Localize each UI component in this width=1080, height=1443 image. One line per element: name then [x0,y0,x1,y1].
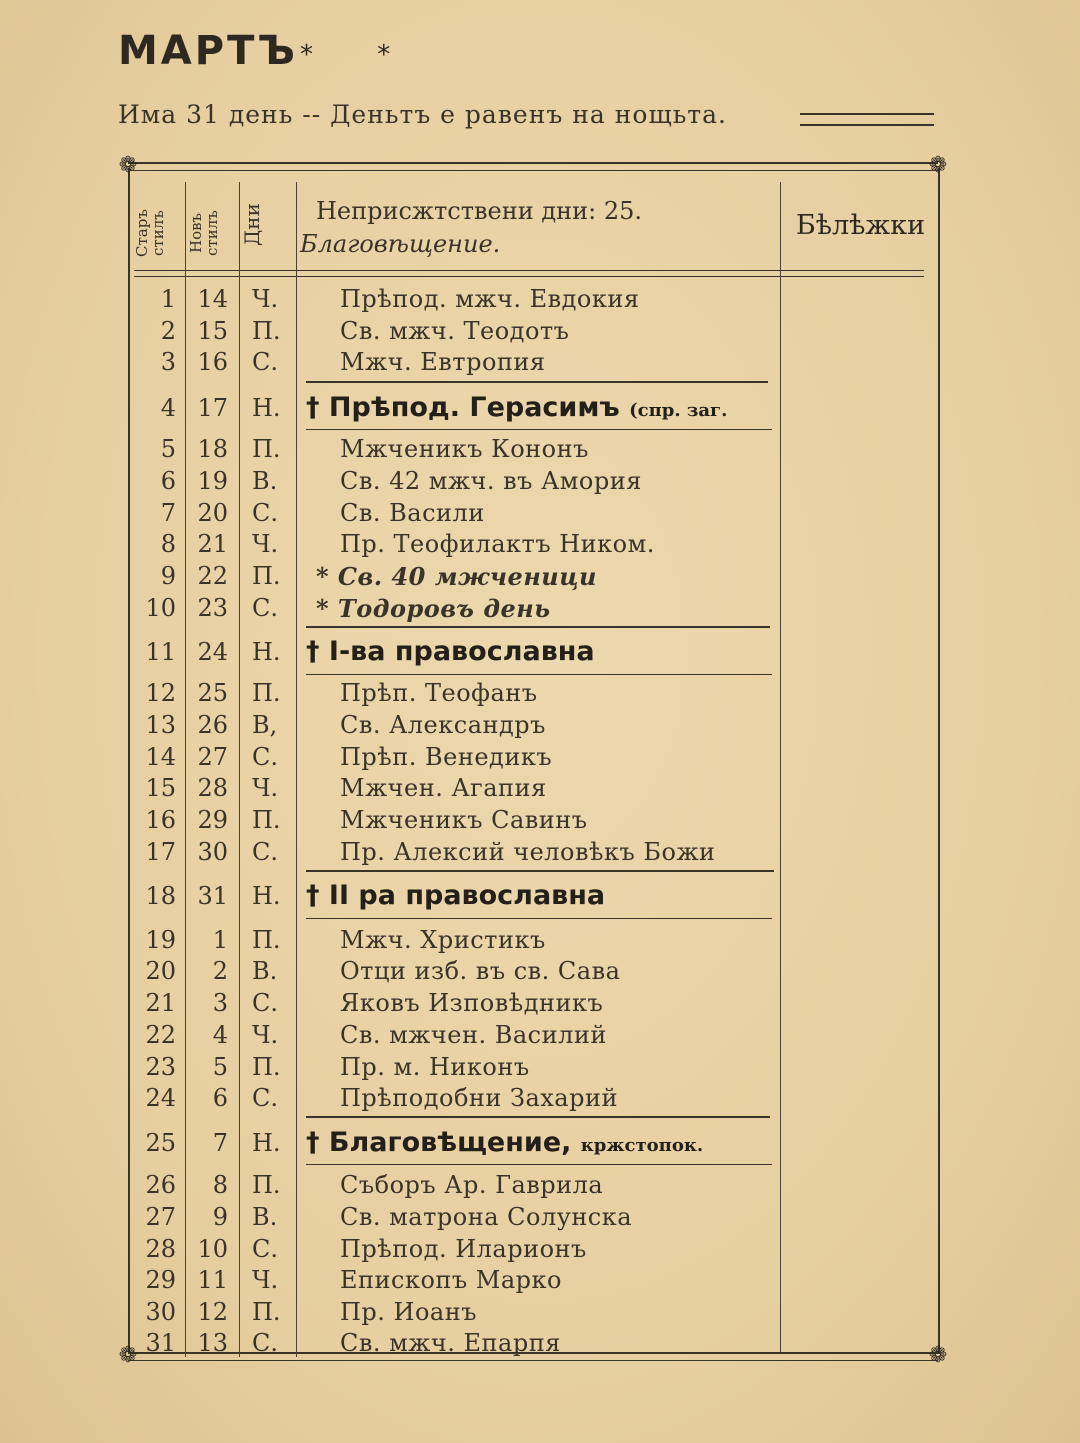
new-style-date: 18 [197,435,228,463]
day-row [130,1297,780,1328]
weekday: Н. [252,882,281,910]
column-header-new-style: Новъ стилъ [187,210,221,256]
day-row [130,837,780,868]
new-style-date: 4 [212,1021,228,1049]
day-row [130,1202,780,1233]
day-row [130,284,780,315]
sunday-rule-top [306,381,768,383]
old-style-date: 23 [145,1053,176,1081]
saint-name: Епископъ Марко [340,1266,562,1294]
new-style-date: 8 [212,1171,228,1199]
column-divider [780,182,781,1352]
weekday: С. [252,1084,278,1112]
corner-ornament-icon: ❁ [928,153,948,178]
old-style-date: 3 [160,348,176,376]
sunday-row [130,390,780,426]
weekday: П. [252,1171,281,1199]
weekday: С. [252,1329,278,1357]
saint-name: Мжченикъ Кононъ [340,435,589,463]
day-row [130,988,780,1019]
old-style-date: 21 [145,989,176,1017]
weekday: В. [252,467,278,495]
weekday: В. [252,1203,278,1231]
new-style-date: 31 [197,882,228,910]
saint-name: Пр. Иоанъ [340,1298,478,1326]
saint-name: * Тодоровъ день [316,594,551,623]
header-rule [134,270,924,271]
sunday-rule-bottom [306,674,772,675]
saint-name: Мжч. Евтропия [340,348,546,376]
day-row [130,710,780,741]
feast-note: (спр. заг. [629,400,728,421]
old-style-date: 6 [160,467,176,495]
saint-name: Прѣпод. Иларионъ [340,1235,587,1263]
old-style-date: 13 [145,711,176,739]
weekday: В. [252,957,278,985]
weekday: Ч. [252,1266,279,1294]
old-style-date: 5 [160,435,176,463]
weekday: С. [252,989,278,1017]
weekday: С. [252,499,278,527]
new-style-date: 15 [197,317,228,345]
corner-ornament-icon: ❁ [928,1343,948,1368]
old-style-date: 7 [160,499,176,527]
old-style-date: 26 [145,1171,176,1199]
column-header-days: Дни [240,203,264,247]
header-rule [134,276,924,277]
day-row [130,805,780,836]
day-row [130,956,780,987]
feast-name: † I-ва православна [306,636,595,667]
feast-title: † Благовѣщение, [306,1127,572,1158]
sunday-rule-top [306,626,770,628]
sunday-rule-bottom [306,429,772,430]
new-style-date: 17 [197,394,228,422]
old-style-date: 29 [145,1266,176,1294]
weekday: С. [252,743,278,771]
new-style-date: 6 [212,1084,228,1112]
feast-name [306,390,727,429]
old-style-date: 10 [145,594,176,622]
new-style-date: 26 [197,711,228,739]
title-stars: * * [300,40,419,70]
new-style-date: 10 [197,1235,228,1263]
saint-name: Св. Александръ [340,711,546,739]
frame-right-border [938,168,940,1354]
saint-name: Св. 42 мжч. въ Амория [340,467,642,495]
old-style-date: 20 [145,957,176,985]
day-row [130,925,780,956]
subtitle-rule [800,113,934,126]
saint-name: Св. мжч. Теодотъ [340,317,570,345]
saint-name: Прѣпод. мжч. Евдокия [340,285,640,313]
new-style-date: 9 [212,1203,228,1231]
weekday: П. [252,926,281,954]
new-style-date: 30 [197,838,228,866]
saint-name: Мжч. Христикъ [340,926,546,954]
saint-name: Св. Васили [340,499,485,527]
corner-ornament-icon: ❁ [118,153,138,178]
day-row [130,316,780,347]
new-style-date: 19 [197,467,228,495]
old-style-date: 9 [160,562,176,590]
weekday: С. [252,348,278,376]
weekday: С. [252,1235,278,1263]
new-style-date: 29 [197,806,228,834]
holidays-note-holiday: Благовѣщение. [300,230,501,258]
old-style-date: 11 [145,638,176,666]
new-style-date: 22 [197,562,228,590]
weekday: Ч. [252,774,279,802]
column-header-old-style: Старъ стилъ [133,209,167,257]
sunday-rule-top [306,870,774,872]
day-row [130,561,780,592]
weekday: П. [252,435,281,463]
old-style-date: 25 [145,1129,176,1157]
new-style-date: 7 [212,1129,228,1157]
day-row [130,1020,780,1051]
saint-name: Пр. Теофилактъ Ником. [340,530,655,558]
saint-name: * Св. 40 мжченици [316,562,597,591]
old-style-date: 27 [145,1203,176,1231]
new-style-date: 21 [197,530,228,558]
new-style-date: 11 [197,1266,228,1294]
day-row [130,529,780,560]
month-title: МАРТЪ [118,28,298,74]
saint-name: Яковъ Изповѣдникъ [340,989,604,1017]
sunday-rule-bottom [306,918,772,919]
weekday: П. [252,562,281,590]
saint-name: Св. матрона Солунска [340,1203,633,1231]
sunday-rule-top [306,1116,770,1118]
day-row [130,1234,780,1265]
day-row [130,742,780,773]
saint-name: Св. мжч. Епарпя [340,1329,561,1357]
old-style-date: 14 [145,743,176,771]
day-row [130,347,780,378]
day-row [130,434,780,465]
saint-name: Пр. Алексий человѣкъ Божи [340,838,716,866]
weekday: Ч. [252,285,279,313]
weekday: Н. [252,638,281,666]
old-style-date: 17 [145,838,176,866]
sunday-row [130,634,780,670]
weekday: Н. [252,394,281,422]
weekday: П. [252,806,281,834]
day-row [130,1083,780,1114]
day-row [130,1052,780,1083]
day-row [130,678,780,709]
new-style-date: 14 [197,285,228,313]
feast-name [306,1125,703,1164]
day-row [130,498,780,529]
weekday: П. [252,1053,281,1081]
old-style-date: 16 [145,806,176,834]
day-row [130,1328,780,1359]
new-style-date: 20 [197,499,228,527]
old-style-date: 2 [160,317,176,345]
saint-name: Прѣподобни Захарий [340,1084,618,1112]
day-row [130,466,780,497]
saint-name: Прѣп. Теофанъ [340,679,538,707]
saint-name: Отци изб. въ св. Сава [340,957,621,985]
feast-title: † Прѣпод. Герасимъ [306,392,620,423]
day-row [130,1170,780,1201]
sunday-rule-bottom [306,1164,772,1165]
saint-name: Прѣп. Венедикъ [340,743,553,771]
saint-name: Съборъ Ар. Гаврила [340,1171,604,1199]
feast-name: † II ра православна [306,880,606,911]
saint-name: Мжчен. Агапия [340,774,547,802]
column-header-notes: Бѣлѣжки [795,210,926,241]
old-style-date: 28 [145,1235,176,1263]
month-subtitle: Има 31 день -- Деньтъ е равенъ на нощьта. [118,100,727,129]
new-style-date: 16 [197,348,228,376]
weekday: С. [252,838,278,866]
new-style-date: 3 [212,989,228,1017]
old-style-date: 30 [145,1298,176,1326]
new-style-date: 2 [212,957,228,985]
sunday-row [130,1125,780,1161]
old-style-date: 24 [145,1084,176,1112]
new-style-date: 23 [197,594,228,622]
sunday-row [130,878,780,914]
frame-top-border [128,162,938,171]
day-row [130,773,780,804]
new-style-date: 1 [212,926,228,954]
holidays-note-text: Неприсжтствени дни: 25. [316,197,642,225]
new-style-date: 5 [212,1053,228,1081]
weekday: П. [252,679,281,707]
saint-name: Св. мжчен. Василий [340,1021,607,1049]
feast-note: кржстопок. [580,1135,704,1156]
new-style-date: 13 [197,1329,228,1357]
corner-ornament-icon: ❁ [118,1343,138,1368]
weekday: Ч. [252,1021,279,1049]
saint-name: Пр. м. Никонъ [340,1053,530,1081]
weekday: С. [252,594,278,622]
new-style-date: 24 [197,638,228,666]
weekday: П. [252,1298,281,1326]
holidays-note [300,195,778,261]
old-style-date: 31 [145,1329,176,1357]
new-style-date: 12 [197,1298,228,1326]
old-style-date: 19 [145,926,176,954]
saint-name: Мжченикъ Савинъ [340,806,588,834]
weekday: П. [252,317,281,345]
weekday: Ч. [252,530,279,558]
old-style-date: 8 [160,530,176,558]
weekday: В, [252,711,278,739]
new-style-date: 25 [197,679,228,707]
new-style-date: 28 [197,774,228,802]
new-style-date: 27 [197,743,228,771]
weekday: Н. [252,1129,281,1157]
day-row [130,1265,780,1296]
old-style-date: 15 [145,774,176,802]
old-style-date: 12 [145,679,176,707]
day-row [130,593,780,624]
old-style-date: 18 [145,882,176,910]
old-style-date: 4 [160,394,176,422]
old-style-date: 1 [160,285,176,313]
old-style-date: 22 [145,1021,176,1049]
